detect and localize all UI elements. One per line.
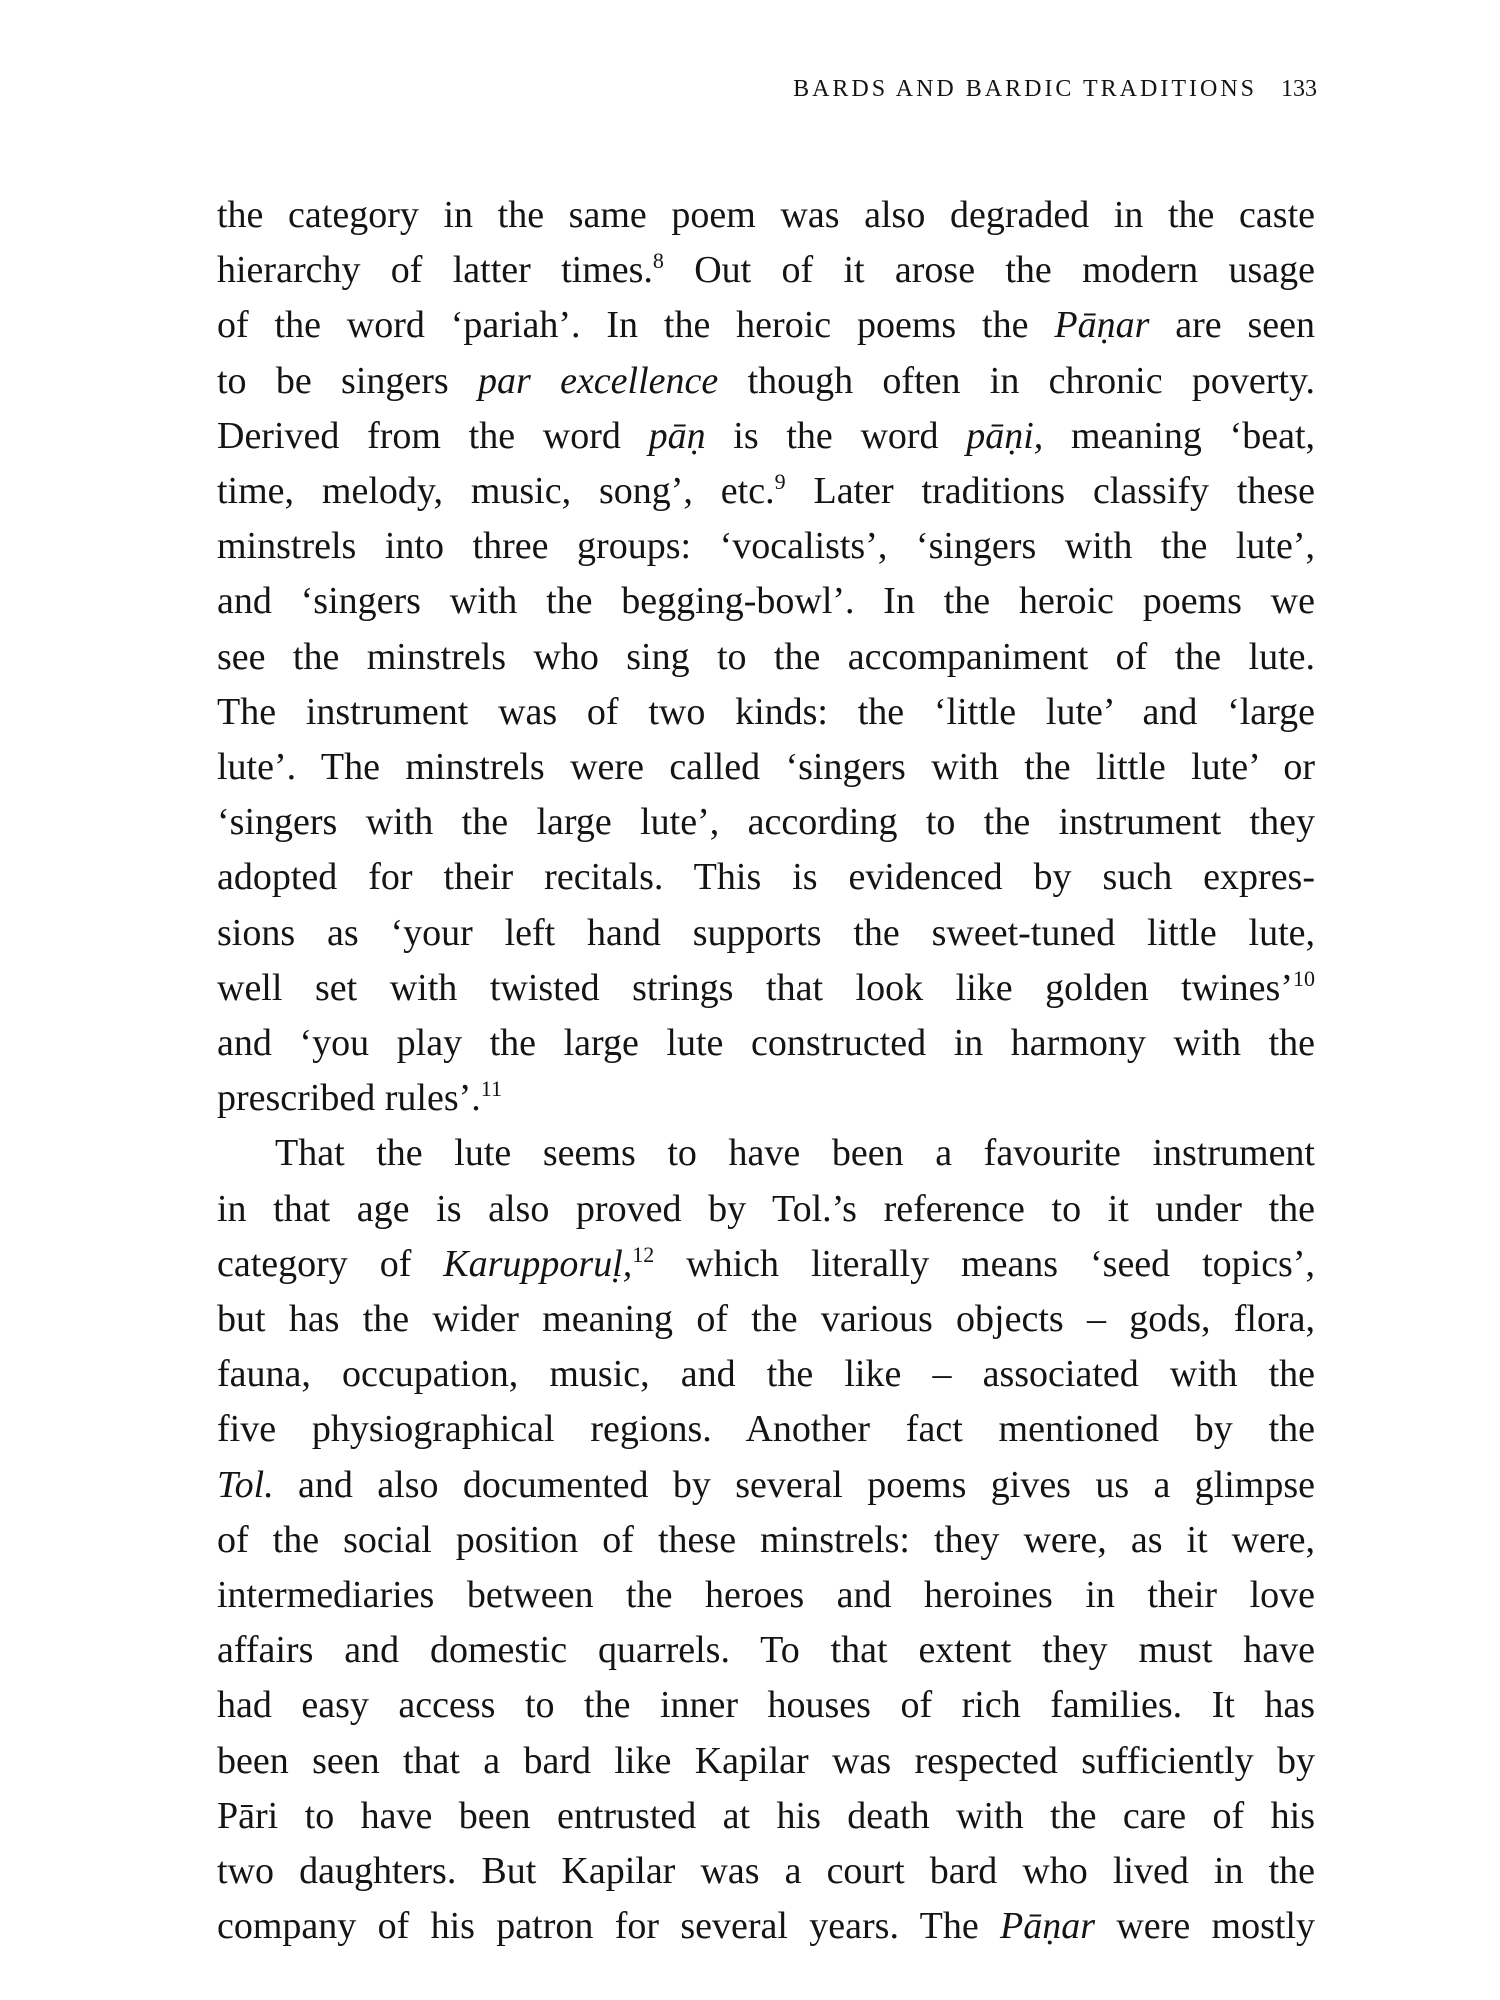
text-run: intermediaries between the heroes and heroines in their love — [217, 1574, 1315, 1617]
text-line — [217, 464, 1315, 519]
text-run: in that age is also proved by Tol.’s reference to it under the — [217, 1187, 1315, 1230]
text-run: and ‘singers with the begging-bowl’. In the heroic poems we — [217, 580, 1315, 623]
text-line — [217, 1071, 1315, 1126]
text-line — [217, 1182, 1315, 1237]
text-run: hierarchy of latter times. — [217, 249, 653, 292]
text-line — [217, 1789, 1315, 1844]
text-line — [217, 1458, 1315, 1513]
text-line — [217, 1237, 1315, 1292]
italic-term: Tol. — [217, 1463, 274, 1506]
footnote-ref-11: 11 — [480, 1076, 502, 1102]
text-line — [217, 1513, 1315, 1568]
text-line — [217, 630, 1315, 685]
text-run: two daughters. But Kapilar was a court bard who lived in the — [217, 1850, 1315, 1893]
text-run: The instrument was of two kinds: the ‘little lute’ and ‘large — [217, 690, 1315, 733]
paragraph-2 — [217, 1126, 1315, 1954]
italic-term: pāṇ — [648, 414, 706, 457]
text-run: prescribed rules’. — [217, 1077, 481, 1120]
text-line — [217, 354, 1315, 409]
text-run: time, melody, music, song’, etc. — [217, 470, 775, 513]
text-run: Pāri to have been entrusted at his death with the care of his — [217, 1794, 1315, 1837]
text-line — [217, 1126, 1315, 1181]
italic-term: pāṇi, — [966, 414, 1044, 457]
text-run: Out of it arose the modern usage — [663, 249, 1315, 292]
text-line — [217, 1568, 1315, 1623]
text-run: fauna, occupation, music, and the like – associated with the — [217, 1353, 1315, 1396]
text-run: and also documented by several poems gives us a glimpse — [273, 1463, 1315, 1506]
text-run: adopted for their recitals. This is evidenced by such expres- — [217, 856, 1315, 899]
text-line — [217, 795, 1315, 850]
text-run: category of — [217, 1242, 444, 1285]
text-run: which literally means ‘seed topics’, — [654, 1242, 1316, 1285]
text-line — [217, 243, 1315, 298]
text-run: five physiographical regions. Another fact mentioned by the — [217, 1408, 1315, 1451]
text-line — [217, 1678, 1315, 1733]
body-text — [217, 188, 1315, 1955]
text-run: Later traditions classify these — [785, 470, 1315, 513]
text-run: meaning ‘beat, — [1043, 414, 1316, 457]
text-run: are seen — [1149, 304, 1315, 347]
text-run: of the word ‘pariah’. In the heroic poems the — [217, 304, 1055, 347]
text-line — [217, 1402, 1315, 1457]
text-run: had easy access to the inner houses of rich families. It has — [217, 1684, 1315, 1727]
text-line — [217, 961, 1315, 1016]
text-run: been seen that a bard like Kapilar was respected sufficiently by — [217, 1739, 1315, 1782]
running-header — [217, 76, 1317, 103]
text-run: well set with twisted strings that look like golden twines’ — [217, 966, 1293, 1009]
text-line — [217, 850, 1315, 905]
text-run: to be singers — [217, 359, 478, 402]
text-run: of the social position of these minstrels: they were, as it were, — [217, 1518, 1315, 1561]
italic-term: par excellence — [477, 359, 719, 402]
text-run: though often in chronic poverty. — [718, 359, 1316, 402]
text-line — [217, 298, 1315, 353]
italic-term: Karupporuḷ, — [443, 1242, 633, 1285]
text-line — [217, 409, 1315, 464]
text-line — [217, 574, 1315, 629]
footnote-ref-8: 8 — [652, 248, 664, 274]
footnote-ref-12: 12 — [632, 1241, 655, 1267]
text-line — [217, 1016, 1315, 1071]
text-line — [217, 740, 1315, 795]
footnote-ref-9: 9 — [774, 469, 786, 495]
footnote-ref-10: 10 — [1293, 965, 1315, 991]
italic-term: Pāṇar — [1000, 1905, 1096, 1948]
text-line — [217, 1623, 1315, 1678]
text-line — [217, 519, 1315, 574]
text-line — [217, 685, 1315, 740]
text-run: the category in the same poem was also degraded in the caste — [217, 194, 1315, 236]
text-run: company of his patron for several years. The — [217, 1905, 1001, 1948]
paragraph-1 — [217, 188, 1315, 1126]
text-run: were mostly — [1095, 1905, 1315, 1948]
text-run: minstrels into three groups: ‘vocalists’, ‘singers with the lute’, — [217, 525, 1315, 568]
text-line — [217, 188, 1315, 243]
italic-term: Pāṇar — [1054, 304, 1150, 347]
text-line — [217, 1292, 1315, 1347]
text-run: and ‘you play the large lute constructed in harmony with the — [217, 1022, 1315, 1065]
text-line — [217, 1844, 1315, 1899]
text-run: lute’. The minstrels were called ‘singers with the little lute’ or — [217, 746, 1315, 789]
page-number: 133 — [1281, 76, 1317, 102]
text-run: Derived from the word — [217, 414, 649, 457]
text-line — [217, 906, 1315, 961]
text-run: sions as ‘your left hand supports the sweet-tuned little lute, — [217, 911, 1315, 954]
text-run: but has the wider meaning of the various objects – gods, flora, — [217, 1298, 1315, 1341]
text-run: see the minstrels who sing to the accompaniment of the lute. — [217, 635, 1315, 678]
text-run: That the lute seems to have been a favourite instrument — [275, 1132, 1315, 1175]
text-run: is the word — [705, 414, 967, 457]
running-head-title: BARDS AND BARDIC TRADITIONS — [793, 76, 1257, 102]
text-line — [217, 1734, 1315, 1789]
text-line — [217, 1347, 1315, 1402]
text-run: affairs and domestic quarrels. To that extent they must have — [217, 1629, 1315, 1672]
text-line — [217, 1899, 1315, 1954]
text-run: ‘singers with the large lute’, according to the instrument they — [217, 801, 1315, 844]
